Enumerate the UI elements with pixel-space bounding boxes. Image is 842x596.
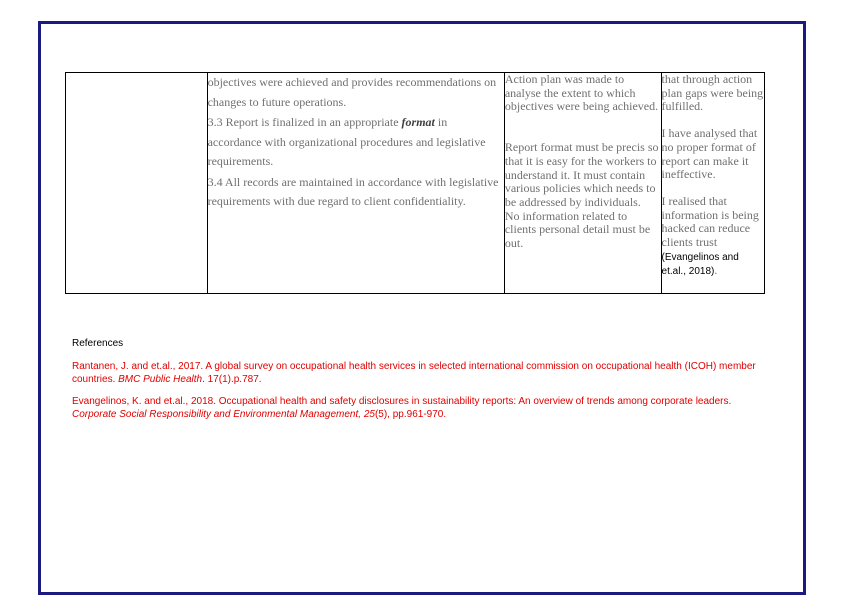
assessment-table [65,72,765,294]
reference-item-2 [72,395,772,422]
evidence-paragraph-2: Report format must be precis so that it is easy for the workers to understand it. It must contain various policies which needs to be addressed by individuals. [504,140,659,209]
reference-2-journal: Corporate Social Responsibility and Environmental Management [72,409,359,420]
criteria-item-3-3 [208,113,504,172]
reflection-paragraph-3 [662,195,764,279]
reference-1-text: Rantanen, J. and et.al., 2017. A global survey on occupational health services in selected international commission on occupational health (ICOH) member countries. [72,360,756,385]
reference-1-journal: BMC Public Health [118,374,203,385]
format-emphasis: format [401,115,435,129]
criteria-cell [207,73,504,294]
references-section [72,337,772,430]
reference-2-details: (5), pp.961-970. [374,409,447,420]
reflection-paragraph-2: I have analysed that no proper format of report can make it ineffective. [661,126,758,182]
reflection-paragraph-1: that through action plan gaps were being fulfilled. [661,72,764,114]
reflection-paragraph-3-text: I realised that information is being hacked can reduce clients trust [661,193,759,250]
reference-2-volume: , 25 [358,409,375,420]
evidence-paragraph-3: No information related to clients personal detail must be out. [504,208,651,251]
reference-item-1 [72,360,772,387]
table-row [66,73,765,294]
references-heading: References [72,338,124,349]
criteria-item-3-3-suffix: in accordance with organizational procedures and legislative requirements. [207,115,486,168]
criteria-text: objectives were achieved and provides recommendations on changes to future operations. [207,75,497,109]
empty-cell [66,73,208,294]
reflection-cell [661,73,764,294]
evidence-cell [504,73,661,294]
in-text-citation: (Evangelinos and et.al., 2018) [661,251,739,278]
reflection-paragraph-3-end: . [714,263,718,278]
reference-1-details: . 17(1).p.787. [202,374,262,385]
reference-2-text: Evangelinos, K. and et.al., 2018. Occupational health and safety disclosures in sustainability reports: An overview of trends among corporate leaders. [72,395,732,407]
criteria-item-3-4: 3.4 All records are maintained in accordance with legislative requirements with due regard to client confidentiality. [207,174,499,208]
evidence-paragraph-1: Action plan was made to analyse the extent to which objectives were being achieved. [504,72,659,114]
criteria-item-3-3-prefix: 3.3 Report is finalized in an appropriate [207,115,402,129]
